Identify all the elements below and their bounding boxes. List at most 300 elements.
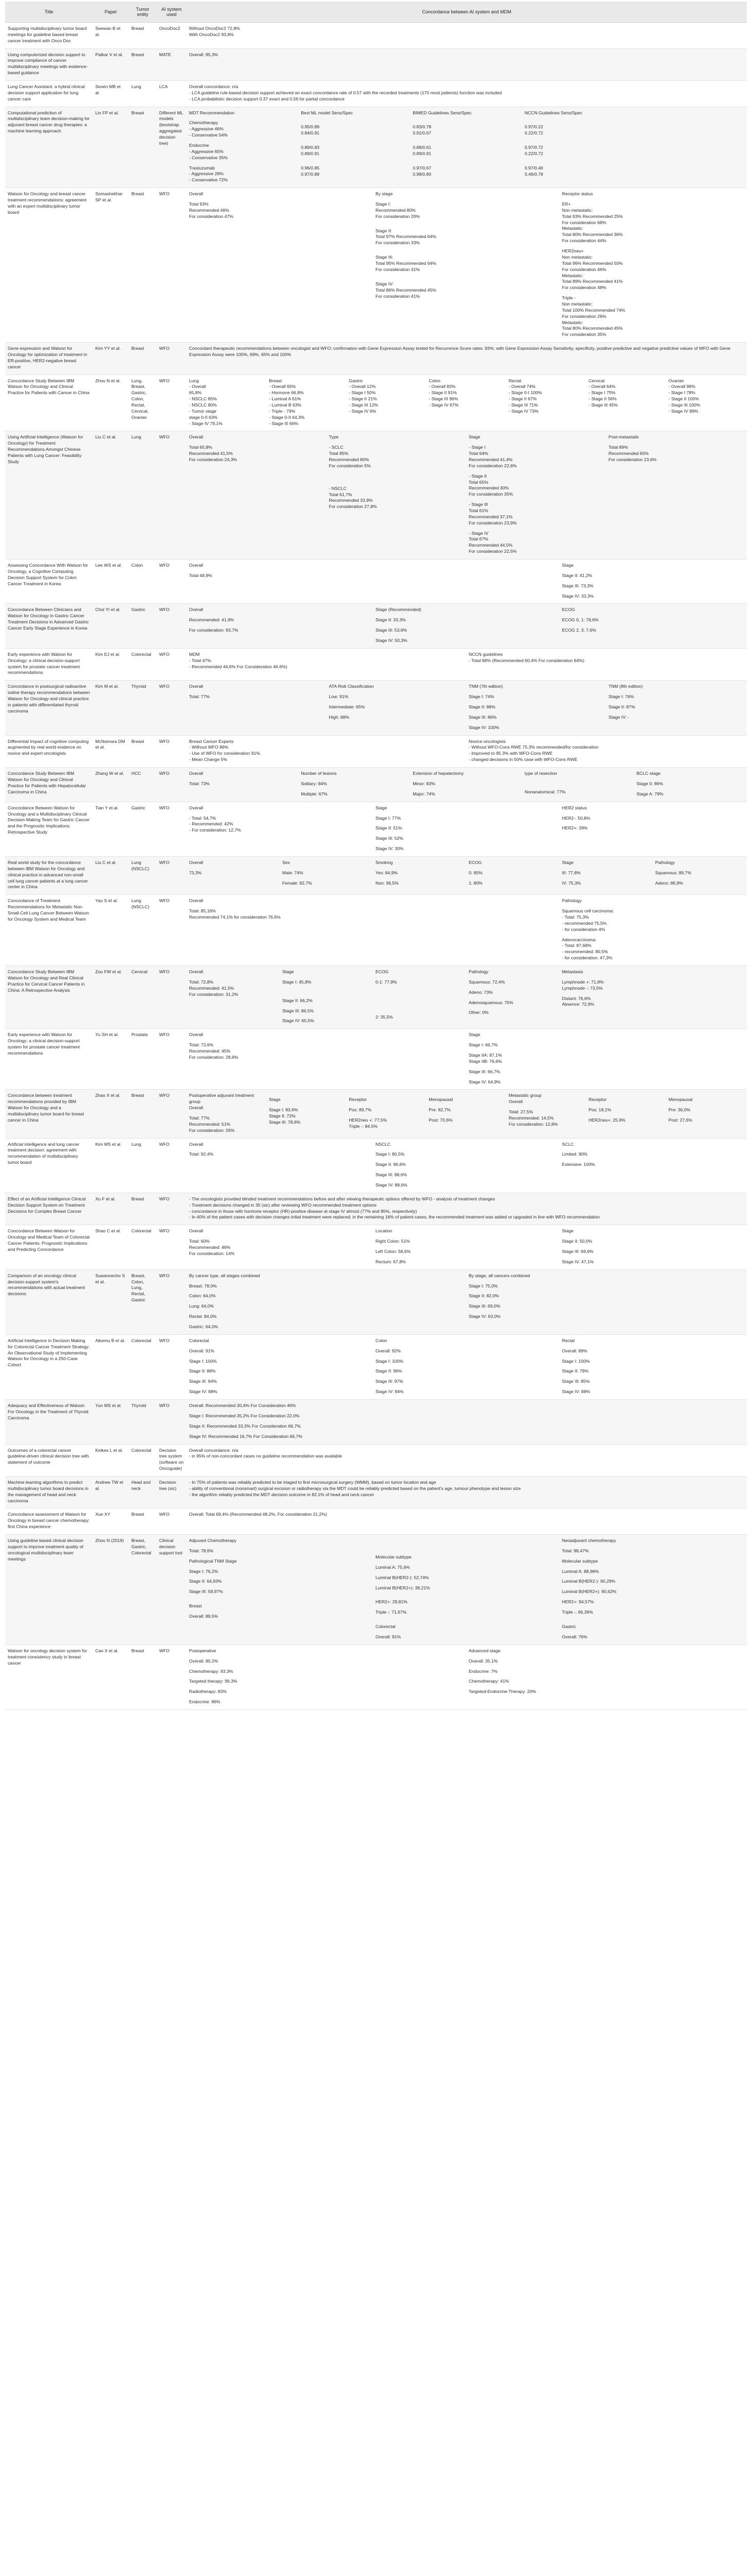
- concordance-line: Total 95% Recommended 64%: [375, 261, 436, 266]
- concordance-line: - Aggressive 65%: [189, 148, 224, 154]
- concordance-line: For consideration: 12,8%: [508, 1121, 558, 1127]
- concordance-line: [562, 866, 651, 870]
- concordance-line: [525, 120, 633, 124]
- concordance-line: Colon: 64,0%: [189, 1293, 216, 1299]
- concordance-line: Overall: [189, 1032, 203, 1038]
- table-row: [5, 768, 747, 802]
- concordance-line: [375, 811, 558, 816]
- concordance-line: Endocrine: 86%: [189, 1699, 220, 1705]
- concordance-column: [189, 434, 325, 555]
- concordance-line: - Total: 54,7%: [189, 815, 216, 821]
- concordance-line: [413, 777, 520, 781]
- concordance-line: Stage IV: 88,6%: [375, 1182, 407, 1188]
- row-paper: Seewan B et al.: [93, 23, 129, 49]
- table-row: [5, 81, 747, 107]
- concordance-line: Stage I: 66,7%: [469, 1042, 498, 1048]
- concordance-line: [329, 690, 465, 694]
- table-row: [5, 1269, 747, 1334]
- concordance-line: - Recommended 44,6% For Consideration 46.6%): [189, 664, 287, 669]
- row-concordance: [186, 965, 747, 1028]
- concordance-line: [375, 1375, 558, 1379]
- concordance-line: [375, 1550, 558, 1554]
- concordance-line: Stage II: 41,2%: [562, 572, 592, 578]
- row-paper: Lee WS et al.: [93, 560, 129, 604]
- concordance-line: Overall concordance: n/a: [189, 84, 238, 90]
- concordance-line: Gastric: [349, 378, 363, 383]
- row-ai-system: WFO: [157, 604, 186, 648]
- concordance-grid: [189, 1448, 744, 1460]
- concordance-line: [189, 1038, 465, 1042]
- concordance-line: [562, 992, 651, 996]
- concordance-line: Colorectal: [189, 1337, 209, 1343]
- concordance-column: [189, 563, 371, 599]
- concordance-line: Rectum: 67,8%: [375, 1259, 406, 1264]
- concordance-line: Stage II: 79%: [562, 1368, 589, 1374]
- concordance-line: NCCN Guidelines Sens/Spec: [524, 110, 583, 115]
- concordance-line: [655, 866, 744, 870]
- concordance-line: - Stage III 100%: [668, 402, 700, 408]
- concordance-line: Total 48,9%: [189, 572, 212, 578]
- row-tumor-entity: Lung: [129, 1138, 157, 1193]
- concordance-line: [189, 1289, 465, 1293]
- concordance-line: [189, 1375, 371, 1379]
- concordance-line: Stage III: 97%: [375, 1379, 403, 1384]
- concordance-line: Recommended 80%: [375, 207, 416, 213]
- concordance-line: Type: [329, 434, 339, 440]
- concordance-line: Stage (Recommended): [375, 607, 421, 613]
- concordance-line: - Stage III 96%: [429, 396, 458, 402]
- concordance-line: Total 67%: [469, 536, 488, 542]
- concordance-table: [5, 2, 747, 1710]
- concordance-column: [189, 1228, 371, 1265]
- concordance-column: [375, 969, 465, 1024]
- concordance-line: HER2+: 29,81%: [375, 1599, 407, 1605]
- concordance-line: Stage I: 100%: [562, 1358, 590, 1364]
- concordance-line: Total 96% Recommended 50%: [562, 260, 623, 266]
- concordance-line: Stage II: Recommended 33,3% For Consideration 66,7%: [189, 1423, 301, 1429]
- concordance-column: [375, 563, 558, 599]
- concordance-line: [525, 116, 633, 120]
- concordance-line: [301, 137, 408, 141]
- concordance-column: [637, 771, 744, 798]
- concordance-line: [189, 1574, 371, 1579]
- concordance-line: - Stage III 12%: [349, 402, 379, 408]
- row-paper: Zhou N (2019): [93, 1534, 129, 1645]
- concordance-line: Stage III: 86%: [469, 714, 497, 720]
- concordance-column: [655, 860, 744, 887]
- table-row: [5, 48, 747, 80]
- concordance-line: Location: [375, 1228, 392, 1234]
- row-title: Differential Impact of cognitive computing augmented by real world evidence on novice and expert oncologists: [5, 735, 93, 767]
- row-paper: Xu F et al.: [93, 1193, 129, 1225]
- concordance-line: Stage: [469, 434, 481, 440]
- concordance-line: [189, 1310, 465, 1314]
- concordance-line: For consideration 33%: [375, 240, 420, 246]
- row-ai-system: WFO: [157, 648, 186, 680]
- concordance-line: [375, 1178, 558, 1182]
- table-body: [5, 23, 747, 1710]
- concordance-column: [562, 1338, 744, 1395]
- concordance-line: Stage III: 94%: [189, 1379, 217, 1384]
- concordance-column: [189, 739, 465, 763]
- concordance-line: - Stage I 75%: [588, 390, 616, 396]
- concordance-line: [429, 1113, 504, 1117]
- concordance-line: Extension of hepatectomy: [413, 771, 464, 776]
- row-title: Concordance Between Clinicians and Watson for Oncology in Gastric Cancer Treatment Decisions in Advanced Gastric Cancer Early Stage Experience in Korea: [5, 604, 93, 648]
- table-row: [5, 1534, 747, 1645]
- concordance-line: Adeno: 73%: [469, 989, 493, 995]
- concordance-line: [375, 273, 558, 277]
- concordance-line: Total: 77%: [189, 1115, 210, 1121]
- row-ai-system: WFO: [157, 735, 186, 767]
- row-ai-system: WFO: [157, 431, 186, 560]
- concordance-line: - The oncologists provided blinded treatment recommendations before and after viewing therapeutic options offered by WFO - analysis of treatment changes: [189, 1196, 495, 1201]
- concordance-line: [375, 224, 558, 228]
- concordance-grid: [189, 1538, 744, 1640]
- concordance-line: Intermediate: 65%: [329, 704, 365, 710]
- row-ai-system: Decision tree system (software on Oncoguide): [157, 1444, 186, 1476]
- concordance-line: Total 86% Recommended 45%: [375, 287, 436, 293]
- concordance-line: [375, 277, 558, 281]
- concordance-line: [189, 1609, 371, 1614]
- concordance-line: Stage III: 73,3%: [562, 583, 594, 588]
- row-title: Gene expression and Watson for Oncology for optimization of treatment in ER-positive, HER2-negative breast cancer: [5, 343, 93, 375]
- concordance-line: Stage III: 66,7%: [469, 1069, 501, 1074]
- concordance-line: Stage III: 85%: [562, 1379, 590, 1384]
- concordance-line: Breast Cancer Experts: [189, 738, 234, 744]
- concordance-line: Trastuzumab: [189, 165, 215, 171]
- concordance-line: Rectal: [562, 1337, 575, 1343]
- concordance-line: Postoperative adjuvant treatment group: [189, 1093, 254, 1105]
- concordance-line: [609, 690, 745, 694]
- concordance-line: - Stage I 78%: [668, 390, 695, 396]
- concordance-column: [189, 1338, 371, 1395]
- concordance-line: 0.89/0.83: [301, 145, 320, 150]
- concordance-line: 0.95/0.89: [301, 124, 320, 130]
- concordance-column: [189, 771, 297, 798]
- concordance-line: 2: 35,5%: [375, 1014, 393, 1020]
- concordance-line: [413, 137, 520, 141]
- row-concordance: [186, 604, 747, 648]
- row-paper: Zhou N et al.: [93, 375, 129, 431]
- table-row: [5, 1193, 747, 1225]
- concordance-line: [375, 197, 558, 201]
- concordance-line: [375, 246, 558, 250]
- row-tumor-entity: Breast: [129, 1509, 157, 1535]
- concordance-line: [525, 785, 633, 789]
- concordance-line: Gastric: [562, 1623, 576, 1629]
- concordance-line: [562, 1245, 744, 1249]
- concordance-column: [301, 771, 408, 798]
- concordance-line: Recommended 30%: [469, 485, 509, 491]
- concordance-line: Triple -: 84,5%: [349, 1124, 378, 1129]
- concordance-line: [469, 1654, 744, 1658]
- concordance-line: [375, 1354, 558, 1359]
- concordance-line: Stage II: 72%: [269, 1113, 296, 1119]
- concordance-line: [562, 1605, 744, 1609]
- concordance-line: Stage: [562, 859, 574, 865]
- concordance-line: 0.84/0.91: [301, 130, 320, 136]
- row-ai-system: WFO: [157, 1645, 186, 1709]
- concordance-grid: [189, 563, 744, 599]
- table-row: [5, 1334, 747, 1399]
- concordance-line: [375, 990, 465, 994]
- row-paper: Keikes L et al.: [93, 1444, 129, 1476]
- concordance-line: Overall: [189, 191, 203, 197]
- row-ai-system: WFO: [157, 856, 186, 894]
- concordance-line: HER2+: 94,57%: [562, 1599, 594, 1605]
- table-row: [5, 1090, 747, 1138]
- concordance-line: Total 65%: [469, 479, 488, 485]
- concordance-line: [375, 998, 465, 1002]
- concordance-line: Stage IV: 64,9%: [469, 1079, 501, 1084]
- concordance-line: [301, 157, 408, 161]
- concordance-line: [589, 1113, 664, 1117]
- row-concordance: [186, 375, 747, 431]
- concordance-line: Stage I: 76,2%: [189, 1568, 218, 1574]
- concordance-line: - Overall 12%: [349, 384, 376, 389]
- concordance-line: [562, 613, 744, 617]
- concordance-line: Overall: [189, 563, 203, 568]
- concordance-line: Total: 73,6%: [189, 1042, 214, 1048]
- concordance-line: Total: 72,8%: [189, 979, 214, 985]
- concordance-line: - Conservative 35%: [189, 155, 228, 160]
- concordance-line: ER+: [562, 201, 571, 207]
- concordance-grid: [189, 652, 744, 670]
- concordance-line: [413, 161, 520, 165]
- concordance-line: [469, 710, 605, 715]
- concordance-grid: [189, 969, 744, 1024]
- concordance-line: - Stage III 45%: [588, 402, 618, 408]
- concordance-column: [375, 1338, 558, 1395]
- concordance-line: [301, 161, 408, 165]
- row-tumor-entity: Thyroid: [129, 681, 157, 735]
- row-concordance: [186, 1138, 747, 1193]
- concordance-line: For consideration 44%: [562, 238, 606, 244]
- concordance-line: Total 97% Recommended 64%: [375, 234, 436, 240]
- concordance-line: [282, 994, 371, 998]
- concordance-line: [562, 1364, 744, 1368]
- concordance-line: Male: 74%: [282, 870, 303, 875]
- concordance-line: - ability of conventional (nonsmart) surgical excision or radiotherapy via the MDT could be reliably predicted based on the patient's age, tumour phenotype and lesion size: [189, 1485, 521, 1491]
- concordance-line: - For consideration: 12,7%: [189, 827, 241, 833]
- concordance-line: - Stage II 67%: [508, 396, 537, 402]
- concordance-line: [562, 975, 651, 979]
- concordance-line: [469, 469, 605, 473]
- concordance-line: Pre: 82,7%: [429, 1107, 451, 1113]
- concordance-column: [189, 1538, 371, 1640]
- concordance-line: MDT Recommendation: [189, 110, 235, 115]
- row-paper: Kim EJ et al.: [93, 648, 129, 680]
- concordance-column: [469, 434, 605, 555]
- concordance-line: Stage: [269, 1097, 281, 1103]
- concordance-line: Stage III: 69,0%: [469, 1303, 501, 1309]
- concordance-line: Stage II: 96,6%: [375, 1162, 406, 1167]
- concordance-line: [469, 866, 558, 870]
- row-paper: Xue XY: [93, 1509, 129, 1535]
- concordance-column: [375, 1538, 558, 1640]
- concordance-line: 0.97/0.22: [524, 124, 543, 130]
- concordance-column: [189, 191, 371, 338]
- concordance-line: [189, 811, 371, 816]
- row-tumor-entity: Lung, Breast, Gastric, Colon, Rectal, Cervical, Ovarian: [129, 375, 157, 431]
- row-concordance: [186, 1225, 747, 1269]
- concordance-line: TNM (8th edition): [608, 684, 643, 689]
- row-title: Concordance in postsurgical radioactive iodine therapy recommendations between Watson for Oncology and clinical practice in patients with differentiated thyroid carcinoma: [5, 681, 93, 735]
- concordance-line: Overall: [508, 1099, 523, 1105]
- concordance-line: [562, 1544, 744, 1548]
- concordance-line: Stage IV: 33,3%: [562, 593, 594, 599]
- concordance-line: Endocrine: [189, 143, 209, 148]
- row-tumor-entity: Gastric: [129, 802, 157, 856]
- concordance-line: [469, 527, 605, 531]
- concordance-line: [375, 1571, 558, 1575]
- concordance-line: Triple -: 71,67%: [375, 1609, 407, 1615]
- concordance-line: Luminal B(HER2+): 90,62%: [562, 1589, 617, 1595]
- row-concordance: [186, 48, 747, 80]
- concordance-line: [301, 777, 408, 781]
- concordance-line: [562, 1565, 744, 1569]
- concordance-line: Stage I: 80,5%: [375, 1151, 405, 1157]
- concordance-line: Lymphnode +: 71,8%: [562, 979, 604, 985]
- concordance-line: Recommended: 41,5%: [189, 985, 234, 991]
- concordance-line: Pathological TNM Stage: [189, 1558, 237, 1564]
- concordance-grid: [189, 1032, 744, 1085]
- concordance-line: [469, 996, 558, 1000]
- concordance-line: [429, 1103, 504, 1107]
- concordance-column: [562, 1538, 744, 1640]
- concordance-line: Total 65,8%: [189, 445, 212, 450]
- concordance-line: Total: 27,5%: [508, 1109, 533, 1115]
- row-title: Supporting multidisciplinary tumor board meetings for guideline based breast cancer treatment with Onco Doc: [5, 23, 93, 49]
- concordance-line: Stage I: 45,8%: [282, 979, 312, 985]
- concordance-line: Stage III: 88,6%: [375, 1172, 407, 1178]
- row-title: Early experience with Watson for Oncology: a clinical decision-support system for prostate cancer treatment recommendations: [5, 1029, 93, 1090]
- concordance-line: [329, 700, 465, 704]
- concordance-column: [375, 1228, 558, 1265]
- concordance-line: [329, 473, 465, 478]
- concordance-grid: [189, 898, 744, 961]
- concordance-column: [189, 805, 371, 852]
- concordance-column: [562, 898, 744, 961]
- row-title: Concordance Between Watson for Oncology and Medical Team of Colorectal Cancer Patients: Prognostic Implications and Predicting Concordance: [5, 1225, 93, 1269]
- concordance-line: 0.89/0.91: [301, 151, 320, 157]
- concordance-line: BIMED Guidelines Sens/Spec: [413, 110, 472, 115]
- row-tumor-entity: Breast, Gastric, Colorectal: [129, 1534, 157, 1645]
- row-ai-system: WFO: [157, 681, 186, 735]
- concordance-line: - Hormone 66,8%: [269, 390, 304, 396]
- row-tumor-entity: Colorectal: [129, 1334, 157, 1399]
- concordance-line: [189, 1364, 371, 1368]
- concordance-line: [562, 1354, 744, 1359]
- concordance-column: [282, 860, 371, 887]
- concordance-column: [269, 378, 345, 427]
- concordance-line: Stage IV: 30%: [375, 846, 404, 852]
- concordance-line: Total 93% Recommended 25%: [562, 213, 623, 219]
- concordance-line: [375, 1147, 558, 1151]
- concordance-line: Menopausal: [429, 1097, 453, 1103]
- concordance-line: Solitary: 84%: [301, 781, 327, 786]
- concordance-line: Overall: [189, 607, 203, 613]
- concordance-column: [562, 1228, 744, 1265]
- concordance-line: Overall: 91%: [189, 1348, 215, 1353]
- concordance-line: [282, 986, 371, 990]
- row-tumor-entity: Breast: [129, 48, 157, 80]
- concordance-line: Overall: [189, 969, 203, 974]
- row-tumor-entity: Breast: [129, 107, 157, 188]
- concordance-line: [375, 1605, 558, 1609]
- row-tumor-entity: Prostate: [129, 1029, 157, 1090]
- concordance-line: Rectal: 84,0%: [189, 1314, 217, 1319]
- concordance-line: TNM (7th edition): [469, 684, 503, 689]
- concordance-line: [375, 1344, 558, 1348]
- header-paper: Paper: [93, 2, 129, 23]
- concordance-grid: [189, 84, 744, 103]
- concordance-line: Stage A: 79%: [636, 791, 663, 796]
- concordance-line: Chemotherapy: [189, 120, 218, 126]
- concordance-line: Stage IV: 100%: [469, 724, 500, 730]
- concordance-line: [562, 904, 744, 908]
- table-row: [5, 23, 747, 49]
- concordance-line: For consideration 31%: [375, 266, 420, 272]
- concordance-line: Nonanatomical: 77%: [524, 789, 566, 794]
- concordance-column: [469, 860, 558, 887]
- table-row: [5, 1225, 747, 1269]
- concordance-line: For consideration: 14%: [189, 1250, 235, 1256]
- concordance-line: 0.97/0.67: [413, 165, 432, 171]
- concordance-line: [301, 141, 408, 145]
- row-paper: Shao C et al.: [93, 1225, 129, 1269]
- concordance-line: [375, 1234, 558, 1239]
- row-tumor-entity: Breast: [129, 1193, 157, 1225]
- concordance-line: Adenosquamous: 75%: [469, 999, 514, 1005]
- concordance-column: [375, 898, 558, 961]
- concordance-line: [349, 1113, 424, 1117]
- concordance-line: [413, 157, 520, 161]
- concordance-line: [562, 811, 744, 816]
- concordance-line: 65,8%: [189, 390, 202, 396]
- concordance-line: Stage II:: [375, 228, 392, 233]
- concordance-line: [525, 137, 633, 141]
- concordance-grid: [189, 1142, 744, 1189]
- concordance-line: Neoadjuvant chemotherapy: [562, 1537, 617, 1543]
- concordance-column: [189, 1032, 465, 1085]
- concordance-line: [375, 821, 558, 825]
- table-row: [5, 1645, 747, 1709]
- row-tumor-entity: Breast: [129, 23, 157, 49]
- row-ai-system: WFO: [157, 560, 186, 604]
- concordance-line: Luminal A: 88,96%: [562, 1568, 599, 1574]
- concordance-line: Gastric: 64,0%: [189, 1324, 218, 1330]
- concordance-column: [637, 110, 744, 184]
- row-tumor-entity: HCC: [129, 768, 157, 802]
- row-ai-system: WFO: [157, 1269, 186, 1334]
- concordance-line: [375, 1591, 558, 1595]
- concordance-line: [589, 1093, 664, 1097]
- concordance-line: [189, 975, 278, 979]
- row-title: Watson for oncology decision system for treatment consistency study in breast cancer: [5, 1645, 93, 1709]
- concordance-line: - Stage III: [469, 502, 488, 507]
- concordance-line: [269, 1103, 345, 1107]
- concordance-line: [282, 1014, 371, 1018]
- concordance-line: - NSCLC: [329, 485, 347, 491]
- concordance-line: Targeted therapy: 99,3%: [189, 1679, 237, 1684]
- concordance-line: [562, 1147, 744, 1151]
- concordance-line: [189, 1585, 371, 1589]
- concordance-column: [189, 898, 371, 961]
- concordance-column: [301, 110, 408, 184]
- concordance-line: ECOG: [562, 607, 575, 613]
